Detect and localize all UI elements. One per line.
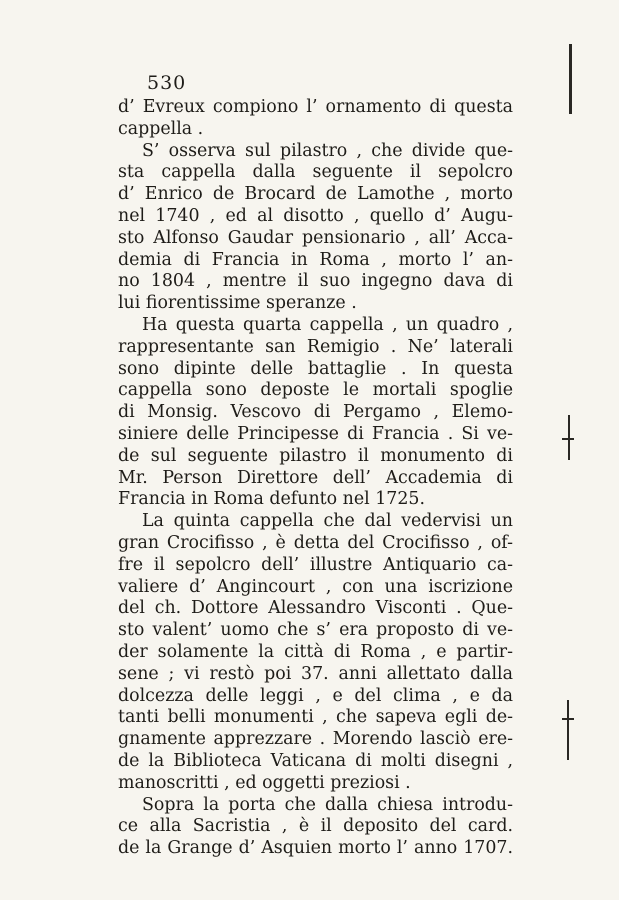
text-line: La quinta cappella che dal vedervisi un — [142, 511, 513, 532]
margin-rule-bottom — [567, 700, 569, 760]
text-line: Ha questa quarta cappella , un quadro , — [142, 314, 513, 335]
text-line: lui fiorentissime speranze . — [118, 293, 357, 314]
margin-tick-bottom — [562, 718, 574, 720]
text-line: sono dipinte delle battaglie . In questa — [118, 358, 513, 379]
text-line: manoscritti , ed oggetti preziosi . — [118, 772, 411, 793]
text-line: gnamente apprezzare . Morendo lasciò ere- — [118, 729, 513, 750]
margin-rule-top — [569, 44, 572, 114]
text-line: Mr. Person Direttore dell’ Accademia di — [118, 467, 513, 488]
text-line: S’ osserva sul pilastro , che divide que- — [142, 140, 513, 161]
text-line: demia di Francia in Roma , morto l’ an- — [118, 249, 513, 270]
text-line: dolcezza delle leggi , e del clima , e da — [118, 685, 513, 706]
text-line: de la Biblioteca Vaticana di molti disegni , — [118, 750, 513, 771]
text-line: ce alla Sacristia , è il deposito del card. — [118, 816, 513, 837]
text-line: tanti belli monumenti , che sapeva egli de- — [118, 707, 513, 728]
text-line: no 1804 , mentre il suo ingegno dava di — [118, 271, 513, 292]
text-line: sta cappella dalla seguente il sepolcro — [118, 162, 513, 183]
text-line: d’ Enrico de Brocard de Lamothe , morto — [118, 184, 513, 205]
page-number: 530 — [147, 72, 187, 94]
text-line: sene ; vi restò poi 37. anni allettato dalla — [118, 663, 513, 684]
text-line: siniere delle Principesse di Francia . Si ve- — [118, 423, 513, 444]
margin-tick-middle — [562, 438, 574, 440]
text-line: di Monsig. Vescovo di Pergamo , Elemo- — [118, 402, 513, 423]
text-line: de la Grange d’ Asquien morto l’ anno 1707. — [118, 838, 513, 859]
text-line: sto Alfonso Gaudar pensionario , all’ Acca- — [118, 227, 513, 248]
text-line: cappella . — [118, 118, 204, 139]
text-line: der solamente la città di Roma , e partir- — [118, 641, 513, 662]
text-line: de sul seguente pilastro il monumento di — [118, 445, 513, 466]
text-line: gran Crocifisso , è detta del Crocifisso , of- — [118, 532, 513, 553]
text-line: nel 1740 , ed al disotto , quello d’ Augu- — [118, 205, 513, 226]
text-line: valiere d’ Angincourt , con una iscrizione — [118, 576, 513, 597]
text-line: cappella sono deposte le mortali spoglie — [118, 380, 513, 401]
text-line: sto valent’ uomo che s’ era proposto di ve- — [118, 620, 513, 641]
text-line: del ch. Dottore Alessandro Visconti . Que- — [118, 598, 513, 619]
text-line: fre il sepolcro dell’ illustre Antiquario ca- — [118, 554, 513, 575]
text-line: Francia in Roma defunto nel 1725. — [118, 489, 426, 510]
body-text — [118, 97, 513, 860]
text-line: d’ Evreux compiono l’ ornamento di questa — [118, 97, 513, 117]
text-line: Sopra la porta che dalla chiesa introdu- — [142, 794, 513, 815]
text-line: rappresentante san Remigio . Ne’ laterali — [118, 336, 513, 357]
